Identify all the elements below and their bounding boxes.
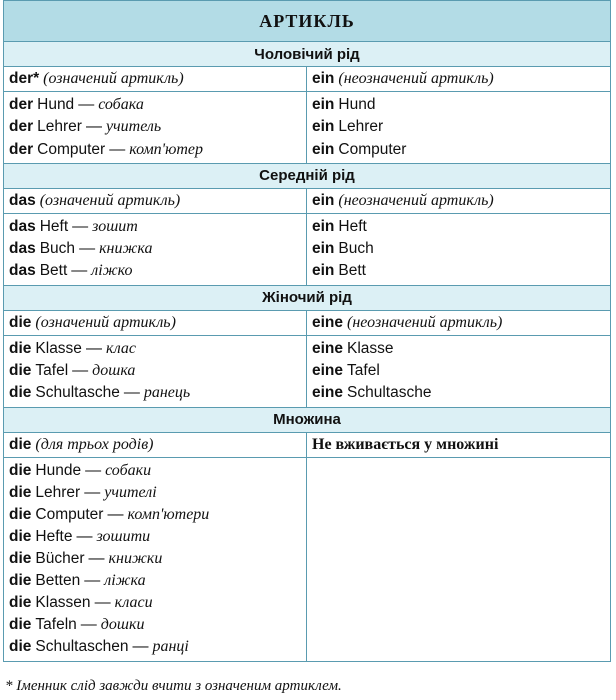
example-line: die Hefte — зошити (9, 527, 151, 545)
indefinite-examples (307, 92, 610, 163)
example-line: die Tafeln — дошки (9, 616, 145, 634)
example-line: ein Bett (312, 262, 366, 280)
definite-header: das (означений артикль) (4, 189, 307, 213)
table-row (4, 458, 610, 661)
section-neuter: Середній рід (4, 164, 610, 189)
example-line: die Klassen — класи (9, 594, 153, 612)
example-line: das Heft — зошит (9, 217, 138, 235)
example-line: das Bett — ліжко (9, 262, 133, 280)
indefinite-header: ein (неозначений артикль) (312, 191, 494, 209)
definite-header: der* (означений артикль) (4, 67, 307, 91)
article-table (3, 0, 611, 662)
indefinite-examples (307, 336, 610, 407)
definite-examples (4, 336, 307, 407)
example-line: der Hund — собака (9, 96, 144, 113)
table-row (4, 433, 610, 458)
indefinite-header: Не вживається у множині (312, 435, 499, 453)
example-line: die Tafel — дошка (9, 362, 136, 380)
example-line: der Lehrer — учитель (9, 118, 162, 136)
table-row (4, 311, 610, 336)
table-row (4, 92, 610, 164)
example-line: die Hunde — собаки (9, 461, 152, 479)
definite-header: die (для трьох родів) (4, 433, 307, 457)
example-line: die Schultaschen — ранці (9, 638, 189, 656)
definite-examples (4, 214, 307, 285)
table-row (4, 214, 610, 286)
example-line: eine Schultasche (312, 384, 432, 402)
section-masculine: Чоловічий рід (4, 42, 610, 67)
empty-cell (307, 458, 610, 661)
footnote: * Іменник слід завжди вчити з означеним артиклем. (5, 678, 342, 694)
example-line: ein Computer (312, 140, 407, 158)
example-line: die Betten — ліжка (9, 572, 146, 590)
example-line: die Bücher — книжки (9, 550, 163, 568)
indefinite-examples (307, 214, 610, 285)
section-plural: Множина (4, 408, 610, 433)
example-line: der Computer — комп'ютер (9, 140, 204, 158)
example-line: ein Heft (312, 217, 367, 235)
example-line: eine Tafel (312, 362, 380, 380)
table-row (4, 189, 610, 214)
table-row (4, 67, 610, 92)
example-line: eine Klasse (312, 339, 394, 357)
example-line: ein Buch (312, 240, 374, 258)
table-title: АРТИКЛЬ (4, 1, 610, 42)
definite-examples (4, 92, 307, 163)
table-row (4, 336, 610, 408)
example-line: ein Hund (312, 96, 376, 113)
definite-header: die (означений артикль) (4, 311, 307, 335)
example-line: das Buch — книжка (9, 240, 153, 258)
example-line: die Lehrer — учителі (9, 483, 157, 501)
example-line: ein Lehrer (312, 118, 384, 136)
indefinite-header: eine (неозначений артикль) (312, 313, 503, 331)
definite-examples (4, 458, 307, 661)
example-line: die Klasse — клас (9, 339, 137, 357)
example-line: die Schultasche — ранець (9, 384, 191, 402)
example-line: die Computer — комп'ютери (9, 505, 210, 523)
indefinite-header: ein (неозначений артикль) (312, 70, 494, 87)
section-feminine: Жіночий рід (4, 286, 610, 311)
